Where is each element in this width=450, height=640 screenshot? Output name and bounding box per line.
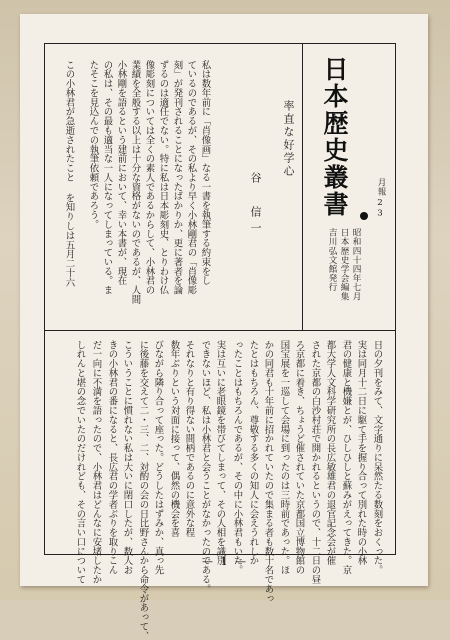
upper-text-column: 刻」が発刊されることになったばかりか、更に著者を論 (171, 60, 183, 295)
publisher-credit: 吉川弘文館発行 (327, 228, 337, 292)
lower-text-column: びながら隣り合って座った。どうしたはずみか、真っ先 (152, 340, 164, 575)
lower-text-column: しれんと堪の念でいたのだけれども、その言い口について (74, 340, 86, 585)
lower-text-column: だ一向に不満を語ったので、小林君はどんなに安堵したか (90, 340, 102, 585)
section-divider-horizontal (44, 330, 396, 331)
masthead-divider-vertical (302, 43, 303, 330)
upper-text-column: の私は、その最も適当な一人になってしまっている。ま (101, 60, 113, 295)
lower-text-column: 君の健康と機嫌とが、ひしひしと蘇みがえってきた。京 (340, 340, 352, 575)
lower-text-column: ろ京都に着き、ちょうど催されていた京都国立博物館の (293, 340, 305, 575)
page-number: — 1 — (202, 555, 248, 568)
lower-text-column: きの小林君の番になると、長広君の学者ぶりを取りこん (106, 340, 118, 575)
upper-text-column: 像彫刻については全くの素人であるからして、小林君の (143, 60, 155, 295)
lower-text-column: それなりと有り得ない間柄であるのに意外な程 (183, 340, 195, 538)
editor-credit: 日本歴史学会編集 (339, 228, 349, 301)
lower-text-column: かの同君も十年前に招かれていたので集まる者も数十名であっ (262, 340, 274, 603)
upper-text-column: 私は数年前に「肖像画」なる一書を執筆する約束をし (199, 60, 211, 286)
essay-author: 谷 信一 (249, 172, 262, 238)
upper-text-column: 小林剛を語るという建前において、幸い本書が、現在 (115, 60, 127, 286)
upper-text-column: ているのであるが、その私より早く小林剛君の「肖像彫 (185, 60, 197, 295)
lower-text-column: たとはもちろん、尊敬する多くの知人に会えうれしか (247, 340, 259, 566)
upper-text-column: この小林君が急逝されたこと を知りしは五月二十六 (63, 60, 75, 287)
lower-text-column: 数年ぶりという対面に接って、偶然の機会を喜 (168, 340, 180, 538)
lower-text-column: 実は互いに老眼鏡を帯びてしまって、その人相を識別 (214, 340, 226, 566)
series-title: 日本歴史叢書 (320, 56, 349, 218)
lower-text-column: ったことはもちろんであるが、その中に小林君もいた。 (231, 340, 243, 575)
lower-text-column: 実は同月十二日に駆て手を握り合って別れた時の小林 (355, 340, 367, 566)
lower-text-column: 国宝展を一巡して会場に到ったのは三時前であった。ほ (278, 340, 290, 575)
upper-text-column: たそこを見込んでの執筆依頼であろう。 (87, 60, 99, 230)
lower-text-column: された京都の白沙村荘で開かれるというので、十二日の昼 (309, 340, 321, 585)
essay-title: 率直な好学心 (282, 100, 295, 178)
lower-text-column: 都大学人文科学研究所の長広敏雄君の退官記念会が催 (324, 340, 336, 566)
lower-text-column: 日の夕刊をみて、文字通りに呆然たる数刻をおくった。 (371, 340, 383, 575)
lower-text-column: に後藤を交えて二・三、二、対酌の会の日比野さんから命令があって、 (137, 340, 149, 640)
issue-number: 23 (375, 198, 385, 219)
upper-text-column: 業績を全般する以上は十分な資格がないのであるが、人間 (129, 60, 141, 305)
issue-dot (360, 212, 368, 220)
upper-text-column: ずるのは適任でない。特に私は日本彫刻史、とりわけ仏 (157, 60, 169, 295)
lower-text-column: できないほど、私は小林君と会うことがなかったのである。 (199, 340, 211, 594)
lower-text-column: こういうことに慣れない私は大いに閉口したが、数人お (121, 340, 133, 575)
issue-label: 月報 (376, 178, 386, 197)
issue-date: 昭和四十四年七月 (351, 228, 361, 301)
